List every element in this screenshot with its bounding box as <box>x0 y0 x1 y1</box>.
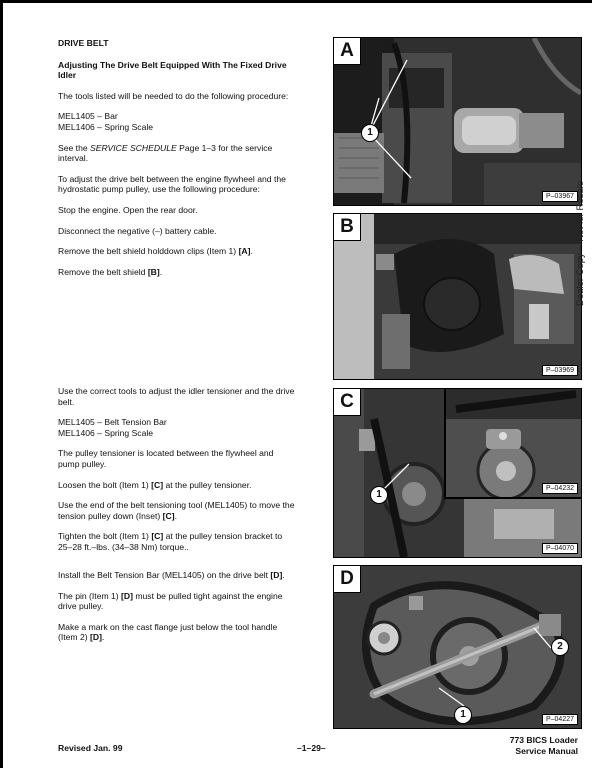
punct: . <box>282 570 285 580</box>
callout-item: 1 <box>370 486 388 504</box>
figure-d <box>333 565 582 729</box>
figure-b <box>333 213 582 380</box>
pin-end: must be pulled tight against the engine drive pulley. <box>58 590 283 612</box>
inset-photo-code: P–04232 <box>542 483 578 494</box>
figure-c-inset <box>444 389 581 499</box>
loosen-paragraph <box>58 480 296 491</box>
figure-ref: [D] <box>90 632 102 643</box>
disconnect-paragraph: Disconnect the negative (–) battery cable. <box>58 225 217 236</box>
tighten-paragraph <box>58 531 296 552</box>
footer-revised: Revised Jan. 99 <box>58 743 123 753</box>
page-top-border <box>0 0 592 3</box>
pin-paragraph <box>58 591 296 612</box>
figure-ref: [C] <box>162 510 175 521</box>
figure-ref: [C] <box>151 479 164 490</box>
tool-item: MEL1405 – Belt Tension Bar <box>58 417 167 428</box>
figure-d-photo <box>334 566 581 728</box>
section-subtitle: Adjusting The Drive Belt Equipped With The Fixed Drive Idler <box>58 59 287 81</box>
tighten-end: at the pulley tension bracket to 25–28 ft.–lbs. (34–38 Nm) torque.. <box>58 531 283 552</box>
punct: . <box>174 510 177 521</box>
punct: . <box>101 632 105 643</box>
tighten-text: Tighten the bolt (Item 1) <box>58 531 152 542</box>
tool-item: MEL1406 – Spring Scale <box>58 427 154 438</box>
loosen-end: at the pulley tensioner. <box>163 479 252 490</box>
footer-manual-title <box>510 735 578 756</box>
dealer-watermark: Dealer Copy -- Not for Resale <box>575 180 586 306</box>
figure-ref: [A] <box>238 246 251 257</box>
remove-shield-text: Remove the belt shield <box>58 266 148 277</box>
figure-ref: [D] <box>121 590 133 601</box>
figure-a <box>333 37 582 206</box>
footer-page-number: –1–29– <box>297 743 326 753</box>
mark-text: Make a mark on the cast flange just below the tool handle (Item 2) <box>58 621 278 643</box>
pin-text: The pin (Item 1) <box>58 590 122 601</box>
adjust-paragraph: To adjust the drive belt between the engine flywheel and the hydrostatic pump pulley, use the following procedure: <box>58 173 286 195</box>
tools-intro: The tools listed will be needed to do the following procedure: <box>58 90 289 101</box>
page-left-border <box>0 0 3 768</box>
tools-list <box>58 111 296 132</box>
callout-item-1: 1 <box>454 706 472 724</box>
photo-code: P–04227 <box>542 714 578 725</box>
schedule-suffix: Page 1–3 for the service interval. <box>58 142 273 164</box>
use-end-text: Use the end of the belt tensioning tool (MEL1405) to move the tension pulley down (Inset) <box>58 500 295 521</box>
use-end-paragraph <box>58 500 296 521</box>
tool-item: MEL1405 – Bar <box>58 111 118 122</box>
footer-manual: Service Manual <box>515 745 578 756</box>
figure-c <box>333 388 582 558</box>
part2-intro: Use the correct tools to adjust the idler tensioner and the drive belt. <box>58 386 295 407</box>
figure-b-photo <box>334 214 581 379</box>
schedule-prefix: See the <box>58 142 91 153</box>
part3-text <box>58 570 296 653</box>
photo-code: P–03967 <box>542 191 578 202</box>
figure-ref: [B] <box>147 266 160 277</box>
section-title: DRIVE BELT <box>58 38 109 48</box>
figure-ref: [D] <box>270 570 283 580</box>
punct: . <box>159 266 163 277</box>
install-text: Install the Belt Tension Bar (MEL1405) on the drive belt <box>58 570 271 580</box>
located-paragraph: The pulley tensioner is located between the flywheel and pump pulley. <box>58 448 274 469</box>
part2-tools <box>58 417 296 438</box>
tool-item: MEL1406 – Spring Scale <box>58 121 154 132</box>
schedule-paragraph <box>58 143 296 164</box>
figure-letter: D <box>334 566 361 593</box>
remove-shield-paragraph <box>58 267 296 278</box>
figure-letter: C <box>334 389 361 416</box>
stop-paragraph: Stop the engine. Open the rear door. <box>58 204 198 215</box>
footer-model: 773 BICS Loader <box>509 735 578 745</box>
part2-text <box>58 386 296 563</box>
figure-letter: A <box>334 38 361 65</box>
part1-text <box>58 38 296 287</box>
schedule-link[interactable]: SERVICE SCHEDULE <box>90 142 177 153</box>
callout-item: 1 <box>361 124 379 142</box>
inset-photo <box>446 389 581 497</box>
punct: . <box>250 246 253 257</box>
figure-letter: B <box>334 214 361 241</box>
callout-item-2: 2 <box>551 638 569 656</box>
install-paragraph <box>58 570 296 581</box>
photo-code: P–03969 <box>542 365 578 376</box>
mark-paragraph <box>58 622 296 643</box>
remove-clips-paragraph <box>58 246 296 257</box>
figure-ref: [C] <box>151 531 164 542</box>
remove-clips-text: Remove the belt shield holddown clips (Item 1) <box>58 246 239 257</box>
loosen-text: Loosen the bolt (Item 1) <box>58 479 152 490</box>
photo-code: P–04070 <box>542 543 578 554</box>
figure-a-photo <box>334 38 581 205</box>
